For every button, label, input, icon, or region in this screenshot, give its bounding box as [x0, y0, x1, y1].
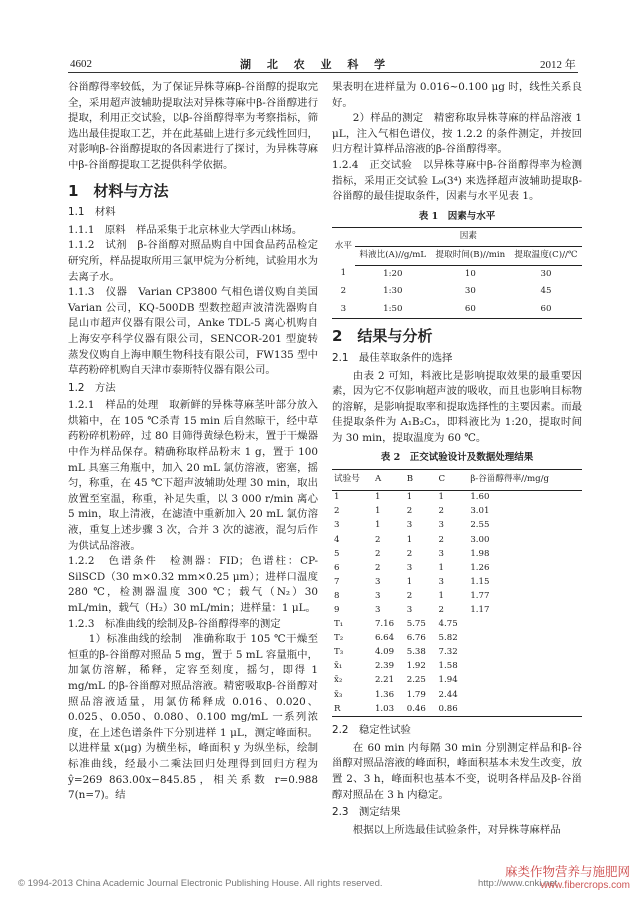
table-cell: 5.75: [406, 619, 426, 630]
table-cell: T₃: [334, 647, 344, 658]
table-cell: 1.79: [406, 689, 426, 700]
table-cell: 3: [374, 576, 381, 587]
table-cell: 3: [438, 548, 444, 559]
table-cell: 2: [334, 506, 340, 517]
table-cell: x̄₂: [334, 675, 343, 686]
table-cell: 2: [438, 506, 444, 517]
table-cell: 1.77: [470, 590, 490, 601]
table-cell: 4.75: [438, 619, 458, 630]
subsection-heading: 2.1 最佳萃取条件的选择: [332, 351, 453, 364]
table-cell: x̄₃: [334, 689, 343, 700]
table-cell: 3.00: [470, 534, 490, 545]
table-cell: 1: [406, 492, 413, 503]
factor-table: [332, 227, 582, 319]
paragraph: 2）样品的测定 精密称取异株荨麻的样品溶液 1 μL，注入气相色谱仪，按 1.2.2 的条件测定，并按回归方程计算样品溶液的β-谷甾醇得率。: [332, 112, 582, 156]
table-cell: T₂: [334, 633, 344, 644]
footer-url: http://www.cnki.net: [478, 878, 558, 889]
table-cell: 1.98: [470, 548, 490, 559]
table-cell: 3: [438, 520, 444, 531]
page-number: 4602: [70, 58, 92, 70]
paragraph: 1.1.1 原料 样品采集于北京林业大学西山林场。: [68, 223, 303, 236]
table-row: [332, 646, 582, 660]
table-cell: 3: [340, 303, 347, 314]
table-cell: 1: [374, 506, 381, 517]
table-cell: 3: [406, 605, 413, 615]
table-caption: 表 2 正交试验设计及数据处理结果: [380, 452, 534, 464]
table-cell: [468, 618, 582, 632]
table-stub-header: 水平: [334, 240, 352, 251]
table-cell: 4: [334, 534, 340, 545]
table-row: [332, 688, 582, 702]
table-cell: 1: [406, 576, 413, 587]
table-cell: 2: [438, 605, 444, 615]
table-row: [332, 490, 582, 505]
table-cell: 2: [374, 548, 381, 559]
table-cell: 3: [334, 520, 340, 531]
copyright-text: © 1994-2013 China Academic Journal Electronic Publishing House. All rights reserved.: [18, 878, 383, 889]
table-cell: 1: [406, 534, 413, 545]
paragraph: 果表明在进样量为 0.016~0.100 μg 时，线性关系良好。: [332, 81, 582, 109]
table-cell: 3: [374, 605, 381, 615]
table-cell: 1: [438, 492, 444, 503]
paragraph: 1）标准曲线的绘制 准确称取于 105 ℃干燥至恒重的β-谷甾醇对照品 5 mg，置于 5 mL 容量瓶中，加氯仿溶解，稀释，定容至刻度，摇匀，即得 1 mg/mL 的β-谷甾醇对照品溶液。精密吸取β-谷甾醇对照品溶液适量，用氯仿稀释成 0.016、0.020、0.025、0.050、0.080、0.100 mg/mL 一系列浓度，在上述色谱条件下分别进样 1 μL，测定峰面积。以进样量 x(μg) 为横坐标，峰面积 y 为纵坐标，绘制标准曲线，经最小二乘法回归处理得到回归方程为 ŷ=269 863.00x−845.85，相关系数 r=0.988 7(n=7)。结: [68, 633, 318, 802]
table-cell: 9: [334, 605, 340, 615]
table-cell: 2: [406, 506, 413, 517]
table-cell: R: [334, 703, 341, 714]
table-row: [332, 660, 582, 674]
table-cell: 3: [374, 590, 381, 601]
table-cell: 2: [374, 562, 381, 573]
paragraph: 在 60 min 内每隔 30 min 分别测定样品和β-谷甾醇对照品溶液的峰面积，峰面积基本未发生改变，放置 2、3 h，峰面积也基本不变，说明各样品及β-谷甾醇对照品在 3 h 内稳定。: [332, 741, 582, 801]
table-cell: 45: [540, 286, 552, 297]
table-cell: 1:20: [383, 268, 403, 279]
table-header: C: [437, 470, 469, 491]
table-cell: 2.25: [406, 675, 426, 686]
table-row: [332, 561, 582, 575]
footer: [18, 878, 558, 889]
table-cell: 60: [540, 303, 552, 314]
paragraph: 1.2.1 样品的处理 取新鲜的异株荨麻茎叶部分放入烘箱中，在 105 ℃杀青 15 min 后自然晾干，经中草药粉碎机粉碎，过 80 目筛得黄绿色粉末，置于干燥器中作为样品保存。精确称取样品粉末 1 g，置于 100 mL 具塞三角瓶中，加入 20 mL 氯仿溶液，密塞，摇匀，称重，在 45 ℃下超声波辅助处理 30 min，取出放置至室温，称重，补足失重，以 3 000 r/min 离心 5 min，取上清液，在滤渣中重新加入 20 mL 氯仿溶液，重复上述步骤 3 次，合并 3 次的滤液，混匀后作为供试品溶液。: [68, 399, 318, 552]
paragraph: 1.2.3 标准曲线的绘制及β-谷甾醇得率的测定: [68, 617, 281, 630]
right-column: [332, 80, 582, 838]
table-cell: 1: [438, 590, 444, 601]
table-cell: 1.17: [470, 605, 490, 615]
table-cell: 1.94: [438, 675, 458, 686]
table-row: [332, 618, 582, 632]
watermark-text: 麻类作物营养与施肥网: [504, 864, 630, 879]
table-row: [332, 519, 582, 533]
paragraph: 由表 2 可知，料液比是影响提取效果的最重要因素，因为它不仅影响超声波的吸收，而且也影响目标物的溶解，是影响提取率和提取选择性的主要因素。而最佳提取条件为 A₁B₂C₃，即料液比为 1:20，提取时间为 30 min，提取温度为 60 ℃。: [332, 369, 582, 444]
subsection-heading: 1.1 材料: [68, 206, 116, 219]
table-cell: [468, 688, 582, 702]
subsection-heading: 1.2 方法: [68, 381, 116, 394]
table-group-header: 因素: [459, 231, 477, 242]
table-cell: 3: [406, 520, 413, 531]
table-cell: 5.38: [406, 647, 426, 658]
table-header: A: [373, 470, 405, 491]
table-cell: 1.92: [406, 661, 426, 672]
table-cell: [468, 660, 582, 674]
table-cell: 2: [340, 286, 347, 297]
table-cell: 1:50: [383, 303, 403, 314]
table-header: 提取时间(B)//min: [431, 246, 510, 265]
intro-paragraph: 谷甾醇得率较低，为了保证异株荨麻β-谷甾醇的提取完全，采用超声波辅助提取法对异株荨麻中β-谷甾醇进行提取，利用正交试验，以β-谷甾醇得率为考察指标，筛选出最佳提取工艺，并在此基础上进行多元线性回归，对影响β-谷甾醇提取的各因素进行了探讨，为异株荨麻中β-谷甾醇提取工艺提供科学依据。: [68, 81, 318, 171]
table-row: [332, 547, 582, 561]
table-cell: 8: [334, 590, 340, 601]
table-row: [332, 505, 582, 519]
table-cell: 6: [334, 562, 340, 573]
orthogonal-table: [332, 469, 582, 717]
table-cell: 6.64: [374, 633, 395, 644]
table-cell: 30: [464, 286, 476, 297]
table-cell: 2.55: [470, 520, 490, 531]
table-cell: 0.46: [406, 703, 426, 714]
paragraph: 1.1.3 仪器 Varian CP3800 气相色谱仪购自美国 Varian 公司，KQ-500DB 型数控超声波清洗器购自昆山市超声仪器有限公司，Anke TDL-5 离心机购自上海安亭科学仪器有限公司，SENCOR-201 型旋转蒸发仪购自上海申顺生物科技有限公司，FW135 型中草药粉碎机购自天津市泰斯特仪器有限公司。: [68, 286, 318, 377]
table-cell: 1: [334, 492, 340, 503]
table-row: [332, 674, 582, 688]
table-cell: 1.36: [374, 689, 395, 700]
running-header: [0, 52, 642, 72]
year: 2012 年: [540, 59, 576, 71]
table-header: B: [405, 470, 437, 491]
subsection-heading: 2.3 测定结果: [332, 806, 401, 819]
table-cell: 2.39: [374, 661, 395, 672]
table-cell: 5: [334, 548, 340, 559]
table-cell: 1.26: [470, 562, 490, 573]
table-cell: 4.09: [374, 647, 395, 658]
table-row: [332, 283, 582, 301]
table-cell: [468, 702, 582, 717]
table-cell: 7.32: [438, 647, 458, 658]
table-cell: 1.60: [470, 492, 490, 503]
section-heading: 1 材料与方法: [68, 181, 169, 200]
table-cell: 6.76: [406, 633, 426, 644]
left-column: [68, 80, 318, 804]
table-header: 提取温度(C)//℃: [510, 246, 582, 265]
table-cell: 1.03: [374, 703, 395, 714]
table-cell: 1.58: [438, 661, 458, 672]
paragraph: 1.1.2 试剂 β-谷甾醇对照品购自中国食品药品检定研究所，样品提取所用三氯甲烷为分析纯，试验用水为去离子水。: [68, 239, 318, 283]
subsection-heading: 2.2 稳定性试验: [332, 724, 411, 737]
section-heading: 2 结果与分析: [332, 327, 433, 346]
table-cell: 10: [464, 268, 476, 279]
table-cell: 2.44: [438, 689, 458, 700]
table-cell: 1: [374, 520, 381, 531]
table-cell: 5.82: [438, 633, 458, 644]
table-cell: 3: [406, 562, 413, 573]
table-cell: [468, 646, 582, 660]
table-cell: T₁: [334, 619, 344, 630]
paragraph: 1.2.4 正交试验 以异株荨麻中β-谷甾醇得率为检测指标，采用正交试验 L₉(3⁴) 来选择超声波辅助提取β-谷甾醇的最佳提取条件，因素与水平见表 1。: [332, 158, 582, 203]
table-cell: 2: [406, 548, 413, 559]
table-cell: 1: [438, 562, 444, 573]
table-header: β-谷甾醇得率//mg/g: [468, 470, 582, 491]
table-cell: [468, 632, 582, 646]
table-cell: 2: [438, 534, 444, 545]
table-cell: 2: [406, 590, 413, 601]
table-cell: 1:30: [383, 286, 403, 297]
paragraph: 1.2.2 色谱条件 检测器：FID；色谱柱：CP-SilSCD（30 m×0.32 mm×0.25 μm）；进样口温度 280 ℃，检测器温度 300 ℃；载气（N₂）30 mL/min，载气（H₂）30 mL/min；进样量：1 μL。: [68, 555, 318, 614]
table-row: [332, 301, 582, 319]
table-row: [332, 575, 582, 589]
table-cell: x̄₁: [334, 661, 343, 672]
paragraph: 根据以上所选最佳试验条件，对异株荨麻样品: [352, 823, 561, 836]
table-row: [332, 533, 582, 547]
table-cell: 1: [374, 492, 381, 503]
table-header: 试验号: [332, 470, 373, 491]
table-cell: 3.01: [470, 506, 490, 517]
table-cell: 7: [334, 576, 340, 587]
table-row: [332, 632, 582, 646]
journal-title: 湖 北 农 业 科 学: [240, 58, 392, 71]
watermark-url: www.fibercrops.com: [540, 880, 630, 891]
table-cell: [468, 674, 582, 688]
table-cell: 0.86: [438, 703, 458, 714]
table-cell: 2.21: [374, 675, 395, 686]
table-header: 料液比(A)//g/mL: [355, 246, 431, 265]
table-cell: 30: [540, 268, 552, 279]
table-caption: 表 1 因素与水平: [418, 210, 496, 222]
table-row: [332, 589, 582, 603]
table-row: [332, 265, 582, 283]
header-rule: [68, 72, 578, 73]
table-cell: 2: [374, 534, 381, 545]
table-row: [332, 702, 582, 717]
table-row: [332, 603, 582, 617]
table-cell: 7.16: [374, 619, 395, 630]
table-cell: 1: [340, 268, 347, 279]
table-cell: 3: [438, 576, 444, 587]
table-cell: 60: [464, 303, 476, 314]
table-cell: 1.15: [470, 576, 490, 587]
